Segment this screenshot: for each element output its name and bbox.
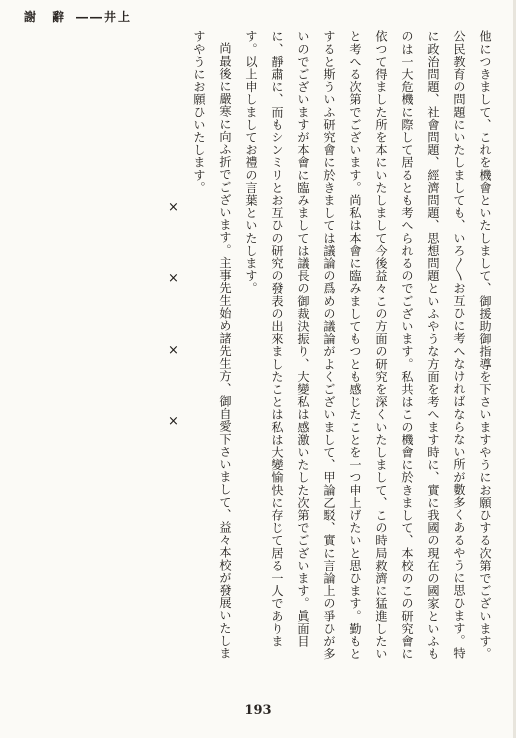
running-head [24, 8, 132, 25]
paragraph: 尚最後に嚴寒に向ふ折でございます。主事先生始め諸先生方、御自愛下さいまして、益々本校が發展いたしますやうにお願ひいたします。 [192, 30, 232, 660]
separator-mark: × [166, 200, 181, 216]
running-head-title: 謝 辭 [24, 10, 67, 24]
separator-mark: × [166, 342, 181, 359]
paragraph: 他につきまして、これを機會といたしまして、御援助御指導を下さいますやうにお願ひする次第でございます。公民教育の問題にいたしましても、いろ〳〵お互ひに考へなければならない所が數多くあるやうに思ひます。特に政治問題、社會問題、經濟問題、思想問題といふやうな方面を考へます時に、實に我國の現在の國家といふものは一大危機に際して居るとも考へられるのでございます。私共はこの機會に於きまして、本校のこの研究會に依つて得ました所を本にいたしまして今後益々この方面の研究を深くいたしまして、この時局救濟に猛進したいと考へる次第でございます。尚私は本會に臨みましてもつとも感じたことを一つ申上げたいと思ひます。勤もとすると斯ういふ研究會に於きましては議論の爲めの議論がよくございまして、甲論乙駁、實に言論上の爭ひが多いのでございますが本會に臨みましては議長の御裁決振り、大變私は感激いたした次第でございます。眞面目に、靜肅に、而もシンミリとお互ひの研究の發表の出來ましたことは私は大變愉快に存じて居る一人であります。以上申しましてお禮の言葉といたします。 [244, 30, 492, 660]
running-head-author: ――井上 [76, 10, 133, 24]
section-separator [160, 30, 186, 670]
separator-mark: × [166, 414, 181, 430]
separator-mark: × [166, 271, 181, 287]
page-number: 193 [244, 703, 272, 718]
vertical-body-text [18, 30, 498, 670]
